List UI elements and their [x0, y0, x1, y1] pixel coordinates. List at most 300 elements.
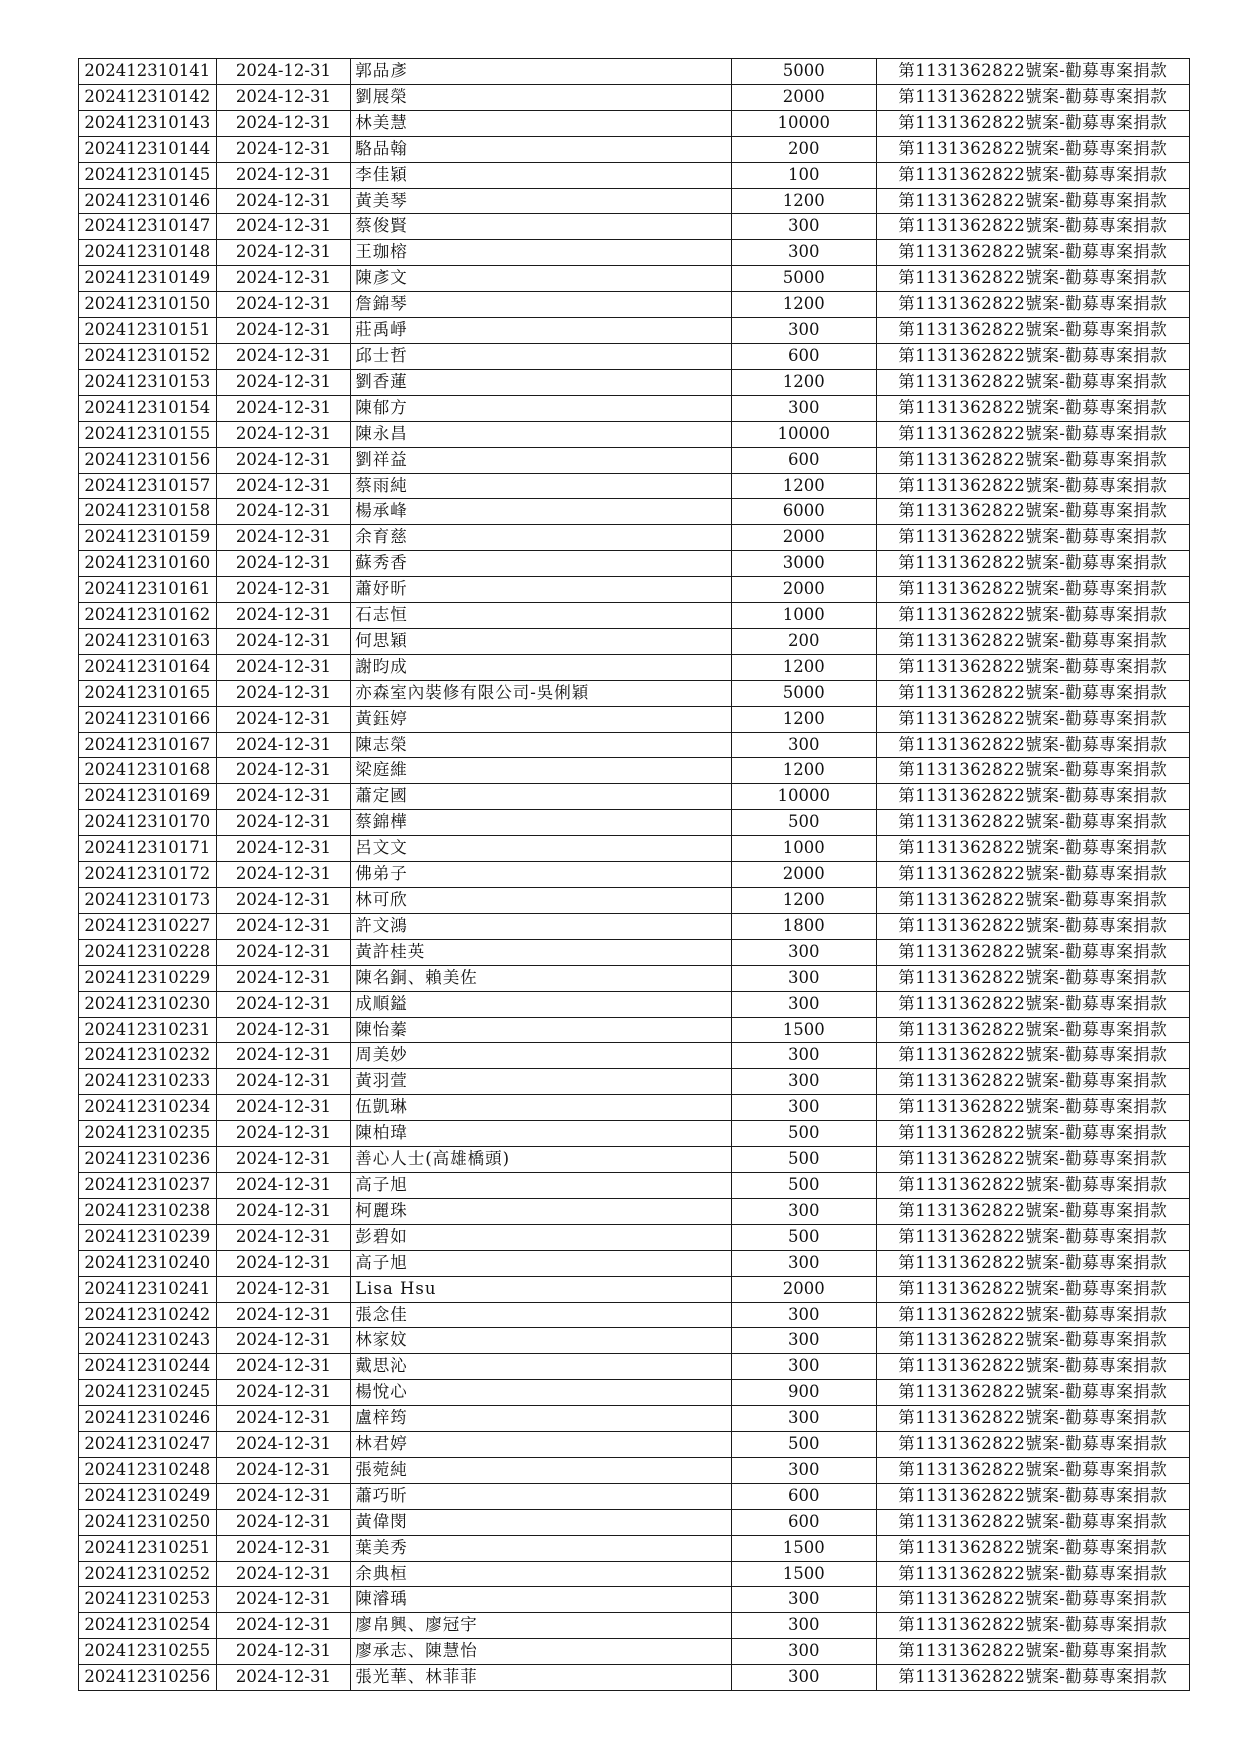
purpose-cell: 第1131362822號案-勸募專案捐款 — [876, 188, 1189, 214]
table-row — [79, 110, 1190, 136]
amount-cell: 300 — [731, 965, 876, 991]
receipt-number-cell: 202412310142 — [79, 84, 217, 110]
receipt-number-cell: 202412310244 — [79, 1354, 217, 1380]
receipt-number-cell: 202412310155 — [79, 421, 217, 447]
date-cell: 2024-12-31 — [216, 784, 351, 810]
receipt-number-cell: 202412310145 — [79, 162, 217, 188]
donor-name-cell: 蔡雨純 — [351, 473, 732, 499]
date-cell: 2024-12-31 — [216, 1147, 351, 1173]
table-row — [79, 1432, 1190, 1458]
table-row — [79, 1198, 1190, 1224]
donor-name-cell: 張菀純 — [351, 1457, 732, 1483]
table-row — [79, 1172, 1190, 1198]
receipt-number-cell: 202412310144 — [79, 136, 217, 162]
donor-name-cell: 柯麗珠 — [351, 1198, 732, 1224]
date-cell: 2024-12-31 — [216, 628, 351, 654]
date-cell: 2024-12-31 — [216, 1354, 351, 1380]
receipt-number-cell: 202412310164 — [79, 654, 217, 680]
receipt-number-cell: 202412310173 — [79, 888, 217, 914]
table-row — [79, 1380, 1190, 1406]
donor-name-cell: 黃偉閔 — [351, 1509, 732, 1535]
table-row — [79, 810, 1190, 836]
receipt-number-cell: 202412310234 — [79, 1095, 217, 1121]
date-cell: 2024-12-31 — [216, 913, 351, 939]
table-row — [79, 1069, 1190, 1095]
donor-name-cell: 成順鎰 — [351, 991, 732, 1017]
table-row — [79, 162, 1190, 188]
date-cell: 2024-12-31 — [216, 1043, 351, 1069]
purpose-cell: 第1131362822號案-勸募專案捐款 — [876, 1354, 1189, 1380]
table-row — [79, 1665, 1190, 1691]
date-cell: 2024-12-31 — [216, 1250, 351, 1276]
receipt-number-cell: 202412310172 — [79, 862, 217, 888]
amount-cell: 300 — [731, 1302, 876, 1328]
date-cell: 2024-12-31 — [216, 421, 351, 447]
receipt-number-cell: 202412310235 — [79, 1121, 217, 1147]
donor-name-cell: 廖承志、陳慧怡 — [351, 1639, 732, 1665]
purpose-cell: 第1131362822號案-勸募專案捐款 — [876, 939, 1189, 965]
amount-cell: 2000 — [731, 862, 876, 888]
purpose-cell: 第1131362822號案-勸募專案捐款 — [876, 965, 1189, 991]
donor-name-cell: 林美慧 — [351, 110, 732, 136]
donor-name-cell: 王珈榕 — [351, 240, 732, 266]
date-cell: 2024-12-31 — [216, 1561, 351, 1587]
purpose-cell: 第1131362822號案-勸募專案捐款 — [876, 1147, 1189, 1173]
donor-name-cell: 陳柏瑋 — [351, 1121, 732, 1147]
amount-cell: 6000 — [731, 499, 876, 525]
date-cell: 2024-12-31 — [216, 1483, 351, 1509]
amount-cell: 300 — [731, 214, 876, 240]
table-row — [79, 1147, 1190, 1173]
amount-cell: 1200 — [731, 188, 876, 214]
donation-table-body — [79, 59, 1190, 1691]
purpose-cell: 第1131362822號案-勸募專案捐款 — [876, 1069, 1189, 1095]
receipt-number-cell: 202412310245 — [79, 1380, 217, 1406]
receipt-number-cell: 202412310236 — [79, 1147, 217, 1173]
receipt-number-cell: 202412310147 — [79, 214, 217, 240]
table-row — [79, 447, 1190, 473]
table-row — [79, 84, 1190, 110]
donor-name-cell: 余育慈 — [351, 525, 732, 551]
purpose-cell: 第1131362822號案-勸募專案捐款 — [876, 577, 1189, 603]
date-cell: 2024-12-31 — [216, 551, 351, 577]
amount-cell: 1500 — [731, 1017, 876, 1043]
donor-name-cell: 陳名銅、賴美佐 — [351, 965, 732, 991]
purpose-cell: 第1131362822號案-勸募專案捐款 — [876, 888, 1189, 914]
purpose-cell: 第1131362822號案-勸募專案捐款 — [876, 240, 1189, 266]
table-row — [79, 1328, 1190, 1354]
amount-cell: 300 — [731, 732, 876, 758]
date-cell: 2024-12-31 — [216, 1665, 351, 1691]
purpose-cell: 第1131362822號案-勸募專案捐款 — [876, 525, 1189, 551]
purpose-cell: 第1131362822號案-勸募專案捐款 — [876, 1276, 1189, 1302]
receipt-number-cell: 202412310158 — [79, 499, 217, 525]
date-cell: 2024-12-31 — [216, 369, 351, 395]
table-row — [79, 1302, 1190, 1328]
donor-name-cell: 張光華、林菲菲 — [351, 1665, 732, 1691]
purpose-cell: 第1131362822號案-勸募專案捐款 — [876, 110, 1189, 136]
amount-cell: 300 — [731, 1665, 876, 1691]
amount-cell: 2000 — [731, 577, 876, 603]
date-cell: 2024-12-31 — [216, 706, 351, 732]
amount-cell: 1200 — [731, 758, 876, 784]
date-cell: 2024-12-31 — [216, 991, 351, 1017]
amount-cell: 5000 — [731, 680, 876, 706]
date-cell: 2024-12-31 — [216, 1406, 351, 1432]
donor-name-cell: 林君婷 — [351, 1432, 732, 1458]
receipt-number-cell: 202412310161 — [79, 577, 217, 603]
date-cell: 2024-12-31 — [216, 1432, 351, 1458]
receipt-number-cell: 202412310141 — [79, 59, 217, 85]
table-row — [79, 1354, 1190, 1380]
amount-cell: 10000 — [731, 110, 876, 136]
receipt-number-cell: 202412310248 — [79, 1457, 217, 1483]
receipt-number-cell: 202412310159 — [79, 525, 217, 551]
purpose-cell: 第1131362822號案-勸募專案捐款 — [876, 603, 1189, 629]
donor-name-cell: 石志恒 — [351, 603, 732, 629]
date-cell: 2024-12-31 — [216, 1639, 351, 1665]
receipt-number-cell: 202412310243 — [79, 1328, 217, 1354]
table-row — [79, 525, 1190, 551]
receipt-number-cell: 202412310249 — [79, 1483, 217, 1509]
donor-name-cell: 蕭妤昕 — [351, 577, 732, 603]
amount-cell: 1200 — [731, 292, 876, 318]
donor-name-cell: 楊悅心 — [351, 1380, 732, 1406]
table-row — [79, 1535, 1190, 1561]
date-cell: 2024-12-31 — [216, 758, 351, 784]
amount-cell: 10000 — [731, 784, 876, 810]
receipt-number-cell: 202412310242 — [79, 1302, 217, 1328]
amount-cell: 1200 — [731, 706, 876, 732]
purpose-cell: 第1131362822號案-勸募專案捐款 — [876, 1406, 1189, 1432]
receipt-number-cell: 202412310255 — [79, 1639, 217, 1665]
amount-cell: 300 — [731, 1587, 876, 1613]
date-cell: 2024-12-31 — [216, 395, 351, 421]
table-row — [79, 1250, 1190, 1276]
donor-name-cell: 梁庭維 — [351, 758, 732, 784]
table-row — [79, 1406, 1190, 1432]
date-cell: 2024-12-31 — [216, 343, 351, 369]
receipt-number-cell: 202412310247 — [79, 1432, 217, 1458]
date-cell: 2024-12-31 — [216, 84, 351, 110]
table-row — [79, 1276, 1190, 1302]
amount-cell: 2000 — [731, 1276, 876, 1302]
donor-name-cell: 高子旭 — [351, 1172, 732, 1198]
amount-cell: 500 — [731, 1432, 876, 1458]
receipt-number-cell: 202412310162 — [79, 603, 217, 629]
date-cell: 2024-12-31 — [216, 1380, 351, 1406]
date-cell: 2024-12-31 — [216, 939, 351, 965]
date-cell: 2024-12-31 — [216, 1302, 351, 1328]
donor-name-cell: 蕭巧昕 — [351, 1483, 732, 1509]
donor-name-cell: 余典桓 — [351, 1561, 732, 1587]
purpose-cell: 第1131362822號案-勸募專案捐款 — [876, 706, 1189, 732]
date-cell: 2024-12-31 — [216, 447, 351, 473]
receipt-number-cell: 202412310148 — [79, 240, 217, 266]
purpose-cell: 第1131362822號案-勸募專案捐款 — [876, 1535, 1189, 1561]
purpose-cell: 第1131362822號案-勸募專案捐款 — [876, 292, 1189, 318]
amount-cell: 5000 — [731, 266, 876, 292]
table-row — [79, 214, 1190, 240]
purpose-cell: 第1131362822號案-勸募專案捐款 — [876, 628, 1189, 654]
purpose-cell: 第1131362822號案-勸募專案捐款 — [876, 1250, 1189, 1276]
purpose-cell: 第1131362822號案-勸募專案捐款 — [876, 1509, 1189, 1535]
donor-name-cell: 黃美琴 — [351, 188, 732, 214]
date-cell: 2024-12-31 — [216, 1276, 351, 1302]
purpose-cell: 第1131362822號案-勸募專案捐款 — [876, 395, 1189, 421]
table-row — [79, 473, 1190, 499]
purpose-cell: 第1131362822號案-勸募專案捐款 — [876, 1043, 1189, 1069]
date-cell: 2024-12-31 — [216, 654, 351, 680]
amount-cell: 300 — [731, 1043, 876, 1069]
table-row — [79, 836, 1190, 862]
donor-name-cell: 詹錦琴 — [351, 292, 732, 318]
date-cell: 2024-12-31 — [216, 266, 351, 292]
amount-cell: 1200 — [731, 369, 876, 395]
purpose-cell: 第1131362822號案-勸募專案捐款 — [876, 318, 1189, 344]
donor-name-cell: 林家妏 — [351, 1328, 732, 1354]
receipt-number-cell: 202412310163 — [79, 628, 217, 654]
receipt-number-cell: 202412310250 — [79, 1509, 217, 1535]
purpose-cell: 第1131362822號案-勸募專案捐款 — [876, 758, 1189, 784]
donor-name-cell: 劉祥益 — [351, 447, 732, 473]
amount-cell: 1000 — [731, 603, 876, 629]
amount-cell: 300 — [731, 1406, 876, 1432]
receipt-number-cell: 202412310149 — [79, 266, 217, 292]
donor-name-cell: 盧梓筠 — [351, 1406, 732, 1432]
table-row — [79, 939, 1190, 965]
purpose-cell: 第1131362822號案-勸募專案捐款 — [876, 1302, 1189, 1328]
receipt-number-cell: 202412310240 — [79, 1250, 217, 1276]
purpose-cell: 第1131362822號案-勸募專案捐款 — [876, 1665, 1189, 1691]
amount-cell: 300 — [731, 1250, 876, 1276]
purpose-cell: 第1131362822號案-勸募專案捐款 — [876, 1224, 1189, 1250]
table-row — [79, 732, 1190, 758]
receipt-number-cell: 202412310241 — [79, 1276, 217, 1302]
receipt-number-cell: 202412310232 — [79, 1043, 217, 1069]
donor-name-cell: 莊禹崢 — [351, 318, 732, 344]
purpose-cell: 第1131362822號案-勸募專案捐款 — [876, 862, 1189, 888]
amount-cell: 1200 — [731, 888, 876, 914]
receipt-number-cell: 202412310167 — [79, 732, 217, 758]
receipt-number-cell: 202412310230 — [79, 991, 217, 1017]
table-row — [79, 292, 1190, 318]
table-row — [79, 499, 1190, 525]
date-cell: 2024-12-31 — [216, 1613, 351, 1639]
date-cell: 2024-12-31 — [216, 1069, 351, 1095]
date-cell: 2024-12-31 — [216, 732, 351, 758]
purpose-cell: 第1131362822號案-勸募專案捐款 — [876, 991, 1189, 1017]
table-row — [79, 421, 1190, 447]
date-cell: 2024-12-31 — [216, 1017, 351, 1043]
purpose-cell: 第1131362822號案-勸募專案捐款 — [876, 1457, 1189, 1483]
purpose-cell: 第1131362822號案-勸募專案捐款 — [876, 654, 1189, 680]
amount-cell: 300 — [731, 1095, 876, 1121]
date-cell: 2024-12-31 — [216, 1587, 351, 1613]
amount-cell: 300 — [731, 395, 876, 421]
receipt-number-cell: 202412310152 — [79, 343, 217, 369]
purpose-cell: 第1131362822號案-勸募專案捐款 — [876, 1432, 1189, 1458]
purpose-cell: 第1131362822號案-勸募專案捐款 — [876, 136, 1189, 162]
receipt-number-cell: 202412310252 — [79, 1561, 217, 1587]
purpose-cell: 第1131362822號案-勸募專案捐款 — [876, 1328, 1189, 1354]
date-cell: 2024-12-31 — [216, 162, 351, 188]
donor-name-cell: 劉香蓮 — [351, 369, 732, 395]
table-row — [79, 318, 1190, 344]
donor-name-cell: 呂文文 — [351, 836, 732, 862]
amount-cell: 2000 — [731, 84, 876, 110]
table-row — [79, 266, 1190, 292]
donor-name-cell: 善心人士(高雄橋頭) — [351, 1147, 732, 1173]
purpose-cell: 第1131362822號案-勸募專案捐款 — [876, 421, 1189, 447]
donor-name-cell: 邱士哲 — [351, 343, 732, 369]
amount-cell: 300 — [731, 991, 876, 1017]
table-row — [79, 1457, 1190, 1483]
receipt-number-cell: 202412310169 — [79, 784, 217, 810]
amount-cell: 1200 — [731, 654, 876, 680]
table-row — [79, 1121, 1190, 1147]
receipt-number-cell: 202412310256 — [79, 1665, 217, 1691]
date-cell: 2024-12-31 — [216, 1172, 351, 1198]
purpose-cell: 第1131362822號案-勸募專案捐款 — [876, 162, 1189, 188]
purpose-cell: 第1131362822號案-勸募專案捐款 — [876, 369, 1189, 395]
date-cell: 2024-12-31 — [216, 577, 351, 603]
date-cell: 2024-12-31 — [216, 680, 351, 706]
table-row — [79, 395, 1190, 421]
amount-cell: 1800 — [731, 913, 876, 939]
donation-table — [78, 58, 1190, 1691]
table-row — [79, 551, 1190, 577]
date-cell: 2024-12-31 — [216, 862, 351, 888]
donor-name-cell: 何思穎 — [351, 628, 732, 654]
amount-cell: 900 — [731, 1380, 876, 1406]
amount-cell: 600 — [731, 447, 876, 473]
amount-cell: 200 — [731, 628, 876, 654]
date-cell: 2024-12-31 — [216, 1535, 351, 1561]
donor-name-cell: 劉展榮 — [351, 84, 732, 110]
table-row — [79, 188, 1190, 214]
donor-name-cell: 陳永昌 — [351, 421, 732, 447]
purpose-cell: 第1131362822號案-勸募專案捐款 — [876, 447, 1189, 473]
table-row — [79, 1043, 1190, 1069]
donor-name-cell: 高子旭 — [351, 1250, 732, 1276]
table-row — [79, 59, 1190, 85]
date-cell: 2024-12-31 — [216, 888, 351, 914]
donor-name-cell: 張念佳 — [351, 1302, 732, 1328]
table-row — [79, 862, 1190, 888]
amount-cell: 300 — [731, 1639, 876, 1665]
donor-name-cell: 郭品彥 — [351, 59, 732, 85]
receipt-number-cell: 202412310153 — [79, 369, 217, 395]
receipt-number-cell: 202412310228 — [79, 939, 217, 965]
amount-cell: 600 — [731, 1483, 876, 1509]
receipt-number-cell: 202412310146 — [79, 188, 217, 214]
receipt-number-cell: 202412310156 — [79, 447, 217, 473]
receipt-number-cell: 202412310143 — [79, 110, 217, 136]
date-cell: 2024-12-31 — [216, 240, 351, 266]
purpose-cell: 第1131362822號案-勸募專案捐款 — [876, 1561, 1189, 1587]
amount-cell: 300 — [731, 939, 876, 965]
amount-cell: 300 — [731, 1069, 876, 1095]
purpose-cell: 第1131362822號案-勸募專案捐款 — [876, 1172, 1189, 1198]
table-row — [79, 654, 1190, 680]
table-row — [79, 680, 1190, 706]
date-cell: 2024-12-31 — [216, 810, 351, 836]
donor-name-cell: 周美妙 — [351, 1043, 732, 1069]
purpose-cell: 第1131362822號案-勸募專案捐款 — [876, 473, 1189, 499]
receipt-number-cell: 202412310227 — [79, 913, 217, 939]
receipt-number-cell: 202412310251 — [79, 1535, 217, 1561]
amount-cell: 300 — [731, 240, 876, 266]
receipt-number-cell: 202412310166 — [79, 706, 217, 732]
amount-cell: 300 — [731, 318, 876, 344]
date-cell: 2024-12-31 — [216, 110, 351, 136]
amount-cell: 500 — [731, 1224, 876, 1250]
table-row — [79, 706, 1190, 732]
donor-name-cell: 佛弟子 — [351, 862, 732, 888]
table-row — [79, 1095, 1190, 1121]
date-cell: 2024-12-31 — [216, 318, 351, 344]
donor-name-cell: 陳郁方 — [351, 395, 732, 421]
purpose-cell: 第1131362822號案-勸募專案捐款 — [876, 551, 1189, 577]
table-row — [79, 603, 1190, 629]
date-cell: 2024-12-31 — [216, 214, 351, 240]
date-cell: 2024-12-31 — [216, 525, 351, 551]
table-row — [79, 991, 1190, 1017]
table-row — [79, 1561, 1190, 1587]
date-cell: 2024-12-31 — [216, 473, 351, 499]
purpose-cell: 第1131362822號案-勸募專案捐款 — [876, 1095, 1189, 1121]
amount-cell: 300 — [731, 1198, 876, 1224]
amount-cell: 200 — [731, 136, 876, 162]
date-cell: 2024-12-31 — [216, 836, 351, 862]
date-cell: 2024-12-31 — [216, 1328, 351, 1354]
date-cell: 2024-12-31 — [216, 1457, 351, 1483]
purpose-cell: 第1131362822號案-勸募專案捐款 — [876, 784, 1189, 810]
purpose-cell: 第1131362822號案-勸募專案捐款 — [876, 1613, 1189, 1639]
amount-cell: 600 — [731, 1509, 876, 1535]
receipt-number-cell: 202412310233 — [79, 1069, 217, 1095]
table-row — [79, 240, 1190, 266]
receipt-number-cell: 202412310170 — [79, 810, 217, 836]
purpose-cell: 第1131362822號案-勸募專案捐款 — [876, 1587, 1189, 1613]
amount-cell: 500 — [731, 1147, 876, 1173]
table-row — [79, 1224, 1190, 1250]
donor-name-cell: 許文鴻 — [351, 913, 732, 939]
receipt-number-cell: 202412310168 — [79, 758, 217, 784]
donor-name-cell: 駱品翰 — [351, 136, 732, 162]
donor-name-cell: 李佳穎 — [351, 162, 732, 188]
donor-name-cell: 亦森室內裝修有限公司-吳俐穎 — [351, 680, 732, 706]
amount-cell: 1000 — [731, 836, 876, 862]
amount-cell: 1200 — [731, 473, 876, 499]
date-cell: 2024-12-31 — [216, 59, 351, 85]
donor-name-cell: 陳彥文 — [351, 266, 732, 292]
donor-name-cell: Lisa Hsu — [351, 1276, 732, 1302]
amount-cell: 3000 — [731, 551, 876, 577]
purpose-cell: 第1131362822號案-勸募專案捐款 — [876, 913, 1189, 939]
donor-name-cell: 彭碧如 — [351, 1224, 732, 1250]
table-row — [79, 758, 1190, 784]
date-cell: 2024-12-31 — [216, 1095, 351, 1121]
purpose-cell: 第1131362822號案-勸募專案捐款 — [876, 732, 1189, 758]
donor-name-cell: 陳怡蓁 — [351, 1017, 732, 1043]
amount-cell: 300 — [731, 1457, 876, 1483]
donor-name-cell: 林可欣 — [351, 888, 732, 914]
date-cell: 2024-12-31 — [216, 1224, 351, 1250]
amount-cell: 1500 — [731, 1561, 876, 1587]
table-row — [79, 577, 1190, 603]
